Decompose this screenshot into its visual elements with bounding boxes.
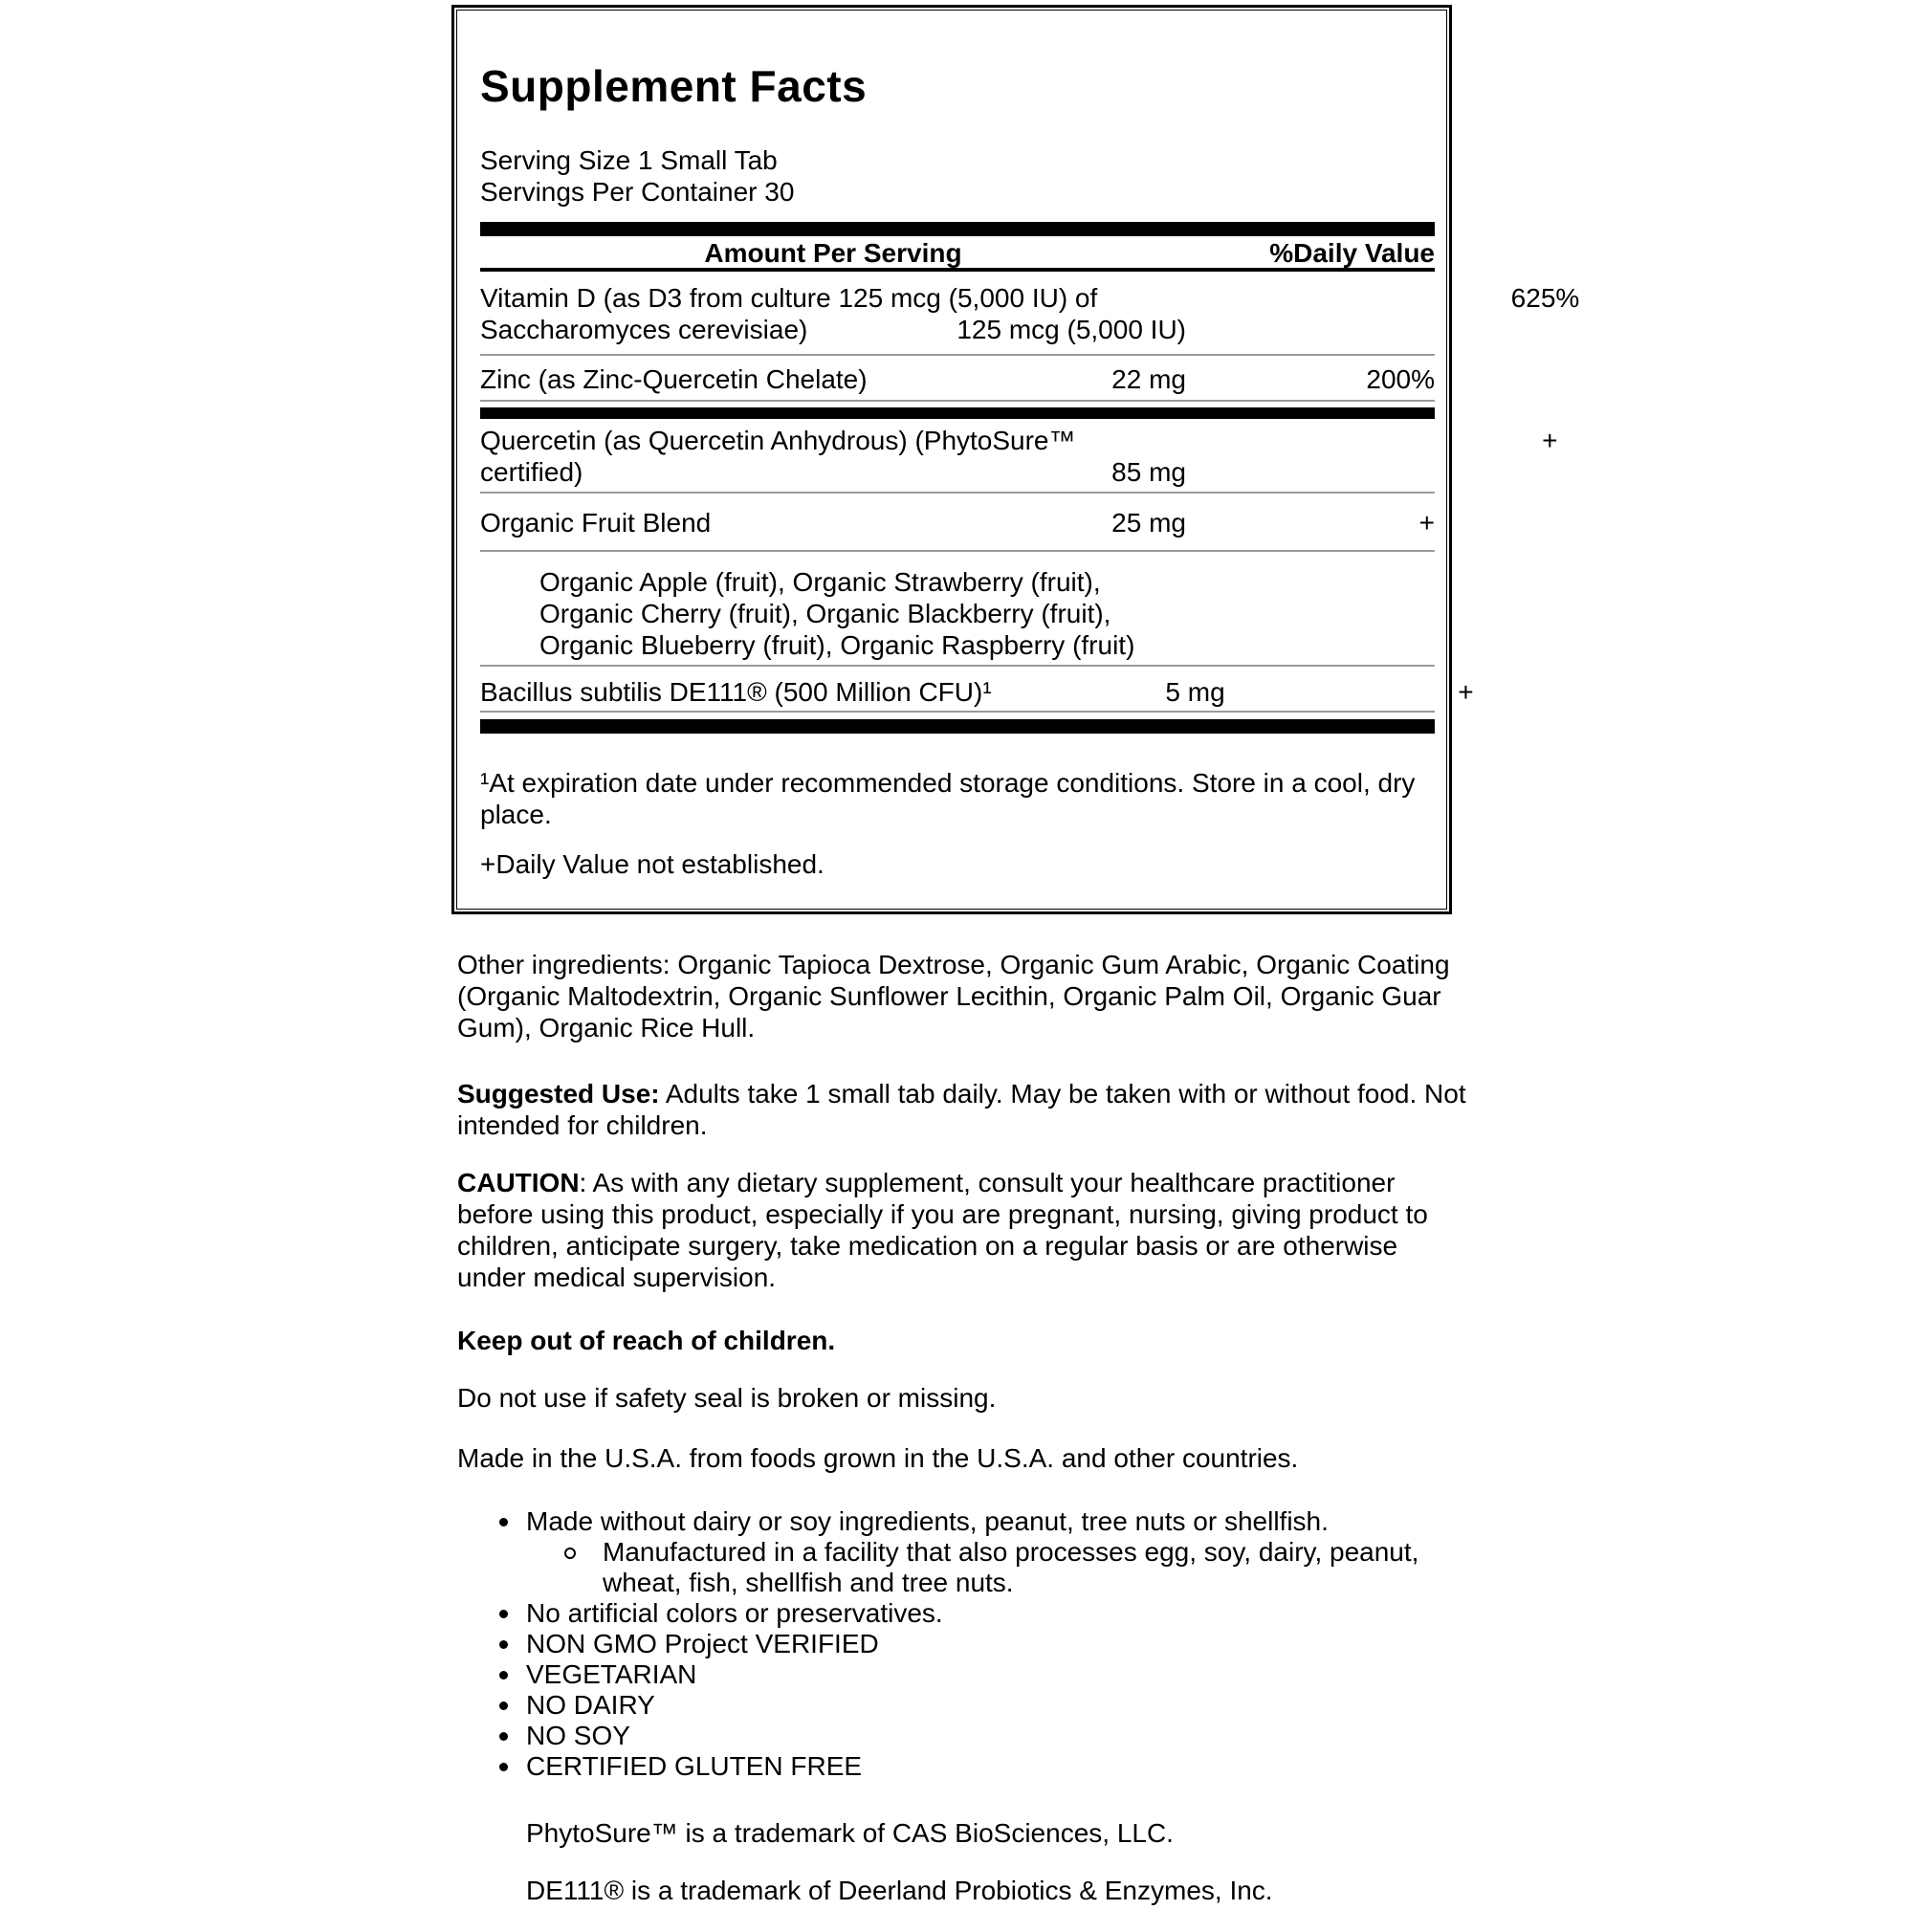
sub-ingredient-line: Organic Blueberry (fruit), Organic Raspberry (fruit) bbox=[539, 630, 1135, 660]
ingredient-amount: 85 mg bbox=[1111, 457, 1186, 487]
caution-text: : As with any dietary supplement, consult your healthcare practitioner before using this product, especially if you are pregnant, nursing, giving product to children, anticipate surgery, take medication on a regular basis or are otherwise under medical supervision. bbox=[457, 1168, 1428, 1292]
suggested-use-text: Adults take 1 small tab daily. May be taken with or without food. Not intended for children. bbox=[457, 1079, 1466, 1140]
ingredient-amount: 125 mcg (5,000 IU) bbox=[956, 315, 1186, 344]
list-item: VEGETARIAN bbox=[457, 1659, 1473, 1690]
ingredient-name: Vitamin D (as D3 from culture 125 mcg (5,000 IU) of bbox=[480, 283, 1098, 313]
trademark-notices bbox=[457, 1817, 1473, 1906]
other-ingredients-paragraph: Other ingredients: Organic Tapioca Dextrose, Organic Gum Arabic, Organic Coating (Organic Maltodextrin, Organic Sunflower Lecithin, Organic Palm Oil, Organic Guar Gum), Organic Rice Hull. bbox=[457, 950, 1450, 1043]
panel-title: Supplement Facts bbox=[480, 61, 868, 111]
keep-out-of-reach-notice: Keep out of reach of children. bbox=[457, 1326, 836, 1355]
amount-per-serving-header: Amount Per Serving bbox=[704, 238, 962, 268]
ingredient-name: Organic Fruit Blend bbox=[480, 508, 712, 538]
trademark-de111: DE111® is a trademark of Deerland Probiotics & Enzymes, Inc. bbox=[526, 1876, 1273, 1905]
ingredient-amount: 5 mg bbox=[1165, 677, 1225, 707]
ingredient-amount: 25 mg bbox=[1111, 508, 1186, 538]
list-item: Made without dairy or soy ingredients, peanut, tree nuts or shellfish. bbox=[457, 1506, 1473, 1537]
servings-per-container: Servings Per Container 30 bbox=[480, 177, 795, 207]
thick-rule-middle bbox=[480, 407, 1435, 419]
safety-seal-notice: Do not use if safety seal is broken or missing. bbox=[457, 1383, 997, 1413]
ingredient-name-continued: certified) bbox=[480, 457, 583, 487]
suggested-use-label: Suggested Use: bbox=[457, 1079, 660, 1109]
trademark-phytosure: PhytoSure™ is a trademark of CAS BioSciences, LLC. bbox=[526, 1818, 1174, 1848]
table-row-bacillus-subtilis bbox=[480, 667, 1474, 711]
ingredient-daily-value: + bbox=[1418, 508, 1435, 538]
sub-ingredient-line: Organic Apple (fruit), Organic Strawberry (fruit), bbox=[539, 567, 1101, 597]
list-item: NO DAIRY bbox=[457, 1690, 1473, 1721]
made-in-usa-notice: Made in the U.S.A. from foods grown in the U.S.A. and other countries. bbox=[457, 1443, 1299, 1473]
ingredient-name: Quercetin (as Quercetin Anhydrous) (PhytoSure™ bbox=[480, 426, 1076, 455]
supplement-facts-inner-border bbox=[456, 10, 1580, 910]
list-item: NON GMO Project VERIFIED bbox=[457, 1629, 1473, 1659]
footnote-daily-value: +Daily Value not established. bbox=[480, 849, 825, 879]
ingredient-daily-value: 200% bbox=[1366, 364, 1435, 394]
list-item: CERTIFIED GLUTEN FREE bbox=[457, 1751, 1473, 1782]
caution-label: CAUTION bbox=[457, 1168, 580, 1197]
ingredient-name: Bacillus subtilis DE111® (500 Million CFU)¹ bbox=[480, 677, 992, 707]
ingredient-daily-value: + bbox=[1458, 677, 1474, 707]
table-row-quercetin bbox=[480, 419, 1558, 492]
thick-rule-top bbox=[480, 222, 1435, 236]
supplement-facts-panel bbox=[451, 5, 1580, 914]
sub-ingredient-line: Organic Cherry (fruit), Organic Blackberry (fruit), bbox=[539, 599, 1111, 628]
daily-value-header: %Daily Value bbox=[1269, 238, 1435, 268]
fruit-blend-sub-ingredients bbox=[480, 552, 1435, 665]
list-item: No artificial colors or preservatives. bbox=[457, 1598, 1473, 1629]
table-row-zinc bbox=[480, 356, 1435, 400]
footnotes bbox=[480, 767, 1435, 880]
table-row-organic-fruit-blend bbox=[480, 494, 1435, 550]
footnote-storage: ¹At expiration date under recommended storage conditions. Store in a cool, dry place. bbox=[480, 768, 1416, 829]
ingredient-daily-value: + bbox=[1542, 426, 1558, 455]
label-body-text bbox=[457, 949, 1473, 1932]
thick-rule-bottom bbox=[480, 719, 1435, 734]
row-divider bbox=[480, 400, 1435, 402]
row-divider bbox=[480, 711, 1435, 713]
serving-size: Serving Size 1 Small Tab bbox=[480, 145, 778, 175]
suggested-use-paragraph bbox=[457, 1078, 1473, 1141]
product-claims-list bbox=[457, 1506, 1473, 1782]
ingredient-name: Zinc (as Zinc-Quercetin Chelate) bbox=[480, 364, 868, 394]
list-item-sub: Manufactured in a facility that also processes egg, soy, dairy, peanut, wheat, fish, shellfish and tree nuts. bbox=[457, 1537, 1473, 1598]
caution-paragraph bbox=[457, 1167, 1473, 1293]
ingredient-daily-value: 625% bbox=[1510, 283, 1580, 313]
ingredient-amount: 22 mg bbox=[1111, 364, 1186, 394]
ingredient-amount-spacer bbox=[1097, 282, 1330, 314]
table-row-vitamin-d bbox=[480, 272, 1580, 354]
serving-info bbox=[480, 144, 1435, 208]
table-header-row bbox=[480, 236, 1435, 268]
ingredient-name-continued: Saccharomyces cerevisiae) bbox=[480, 315, 808, 344]
list-item: NO SOY bbox=[457, 1721, 1473, 1751]
